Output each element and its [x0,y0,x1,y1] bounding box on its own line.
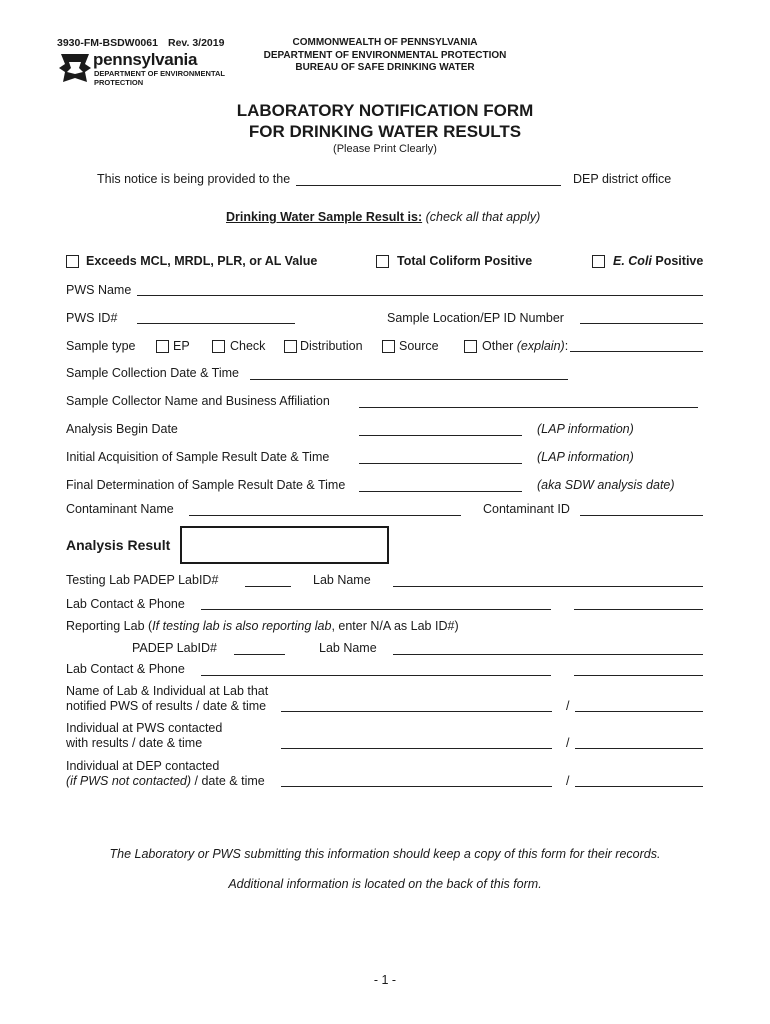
notified-field[interactable] [281,711,552,712]
sample-type-distribution-checkbox[interactable] [284,340,297,353]
notice-suffix: DEP district office [573,172,672,186]
dep-contacted-label-1: Individual at DEP contacted [66,759,220,773]
collector-label: Sample Collector Name and Business Affiliation [66,394,330,408]
logo-wordmark: pennsylvania [93,50,198,69]
ecoli-rest: Positive [651,254,704,268]
sample-type-ep-label: EP [173,339,190,353]
other-explain: (explain) [516,339,565,353]
pws-name-label: PWS Name [66,283,132,297]
collection-date-field[interactable] [250,379,568,380]
lab-contact-2-field[interactable] [201,675,551,676]
final-det-field[interactable] [359,491,522,492]
notified-label-1: Name of Lab & Individual at Lab that [66,684,269,698]
notified-datetime-field[interactable] [575,711,703,712]
lap-info-1: (LAP information) [537,422,634,436]
sample-type-other-label [482,339,568,353]
lab-name-1-label: Lab Name [313,573,371,587]
org-line2: DEPARTMENT OF ENVIRONMENTAL PROTECTION [263,50,507,61]
lab-phone-1-field[interactable] [574,609,703,610]
dep-contacted-slash: / [566,774,570,788]
contaminant-id-field[interactable] [580,515,703,516]
initial-acq-label: Initial Acquisition of Sample Result Date & Time [66,450,330,464]
sample-type-check-checkbox[interactable] [212,340,225,353]
padep-lab-id-label: PADEP LabID# [132,641,218,655]
pws-contacted-datetime-field[interactable] [575,748,703,749]
lab-name-2-field[interactable] [393,654,703,655]
logo-dept-line2: PROTECTION [94,78,144,87]
initial-acq-field[interactable] [359,463,522,464]
pws-contacted-label-2: with results / date & time [66,736,203,750]
testing-lab-id-field[interactable] [245,586,291,587]
sample-location-field[interactable] [580,323,703,324]
sample-type-other-checkbox[interactable] [464,340,477,353]
collector-field[interactable] [359,407,698,408]
form-subtitle: (Please Print Clearly) [333,143,437,155]
result-is-heading [226,210,540,224]
lab-name-2-label: Lab Name [319,641,377,655]
footer-note-2: Additional information is located on the back of this form. [228,877,542,891]
lab-contact-1-label: Lab Contact & Phone [66,597,185,611]
keystone-icon [57,50,93,86]
exceeds-checkbox[interactable] [66,255,79,268]
reporting-suffix: , enter N/A as Lab ID#) [331,619,459,633]
exceeds-label: Exceeds MCL, MRDL, PLR, or AL Value [86,254,318,268]
lab-contact-2-label: Lab Contact & Phone [66,662,185,676]
final-det-label: Final Determination of Sample Result Date & Time [66,478,346,492]
sample-type-label: Sample type [66,339,136,353]
ecoli-label [613,254,703,268]
page-number: - 1 - [373,973,397,987]
pws-contacted-field[interactable] [281,748,552,749]
pennsylvania-logo [57,50,227,90]
sample-type-check-label: Check [230,339,266,353]
result-is-hint: (check all that apply) [425,210,541,224]
result-is-label: Drinking Water Sample Result is: [226,210,423,224]
testing-lab-id-label: Testing Lab PADEP LabID# [66,573,219,587]
reporting-lab-label [66,619,459,633]
sample-location-label: Sample Location/EP ID Number [387,311,564,325]
other-prefix: Other [482,339,517,353]
lab-contact-1-field[interactable] [201,609,551,610]
dep-contacted-datetime-field[interactable] [575,786,703,787]
notified-slash: / [566,699,570,713]
ecoli-italic: E. Coli [613,254,652,268]
form-title-line1: LABORATORY NOTIFICATION FORM [236,101,534,120]
form-title-line2: FOR DRINKING WATER RESULTS [248,122,522,141]
pws-name-field[interactable] [137,295,703,296]
analysis-result-box[interactable] [180,526,389,564]
sdw-date-note: (aka SDW analysis date) [537,478,675,492]
sample-type-ep-checkbox[interactable] [156,340,169,353]
dep-contacted-italic: (if PWS not contacted) [66,774,192,788]
pws-contacted-label-1: Individual at PWS contacted [66,721,223,735]
org-line3: BUREAU OF SAFE DRINKING WATER [295,62,475,73]
form-revision: Rev. 3/2019 [168,37,225,49]
sample-type-source-checkbox[interactable] [382,340,395,353]
logo-dept-line1: DEPARTMENT OF ENVIRONMENTAL [94,69,225,78]
lab-phone-2-field[interactable] [574,675,703,676]
coliform-label: Total Coliform Positive [397,254,533,268]
reporting-prefix: Reporting Lab ( [66,619,153,633]
contaminant-name-field[interactable] [189,515,461,516]
dep-contacted-field[interactable] [281,786,552,787]
padep-lab-id-field[interactable] [234,654,285,655]
footer-note-1: The Laboratory or PWS submitting this information should keep a copy of this form for their records. [109,847,661,861]
coliform-checkbox[interactable] [376,255,389,268]
lab-name-1-field[interactable] [393,586,703,587]
dep-contacted-rest: / date & time [191,774,265,788]
other-suffix: : [564,339,569,353]
reporting-italic: If testing lab is also reporting lab [152,619,332,633]
sample-type-source-label: Source [399,339,439,353]
collection-date-label: Sample Collection Date & Time [66,366,239,380]
analysis-begin-label: Analysis Begin Date [66,422,178,436]
sample-type-other-field[interactable] [570,351,703,352]
district-office-field[interactable] [296,185,561,186]
notified-label-2: notified PWS of results / date & time [66,699,267,713]
pws-id-label: PWS ID# [66,311,118,325]
analysis-begin-field[interactable] [359,435,522,436]
notice-prefix: This notice is being provided to the [97,172,291,186]
ecoli-checkbox[interactable] [592,255,605,268]
pws-contacted-slash: / [566,736,570,750]
dep-contacted-label-2 [66,774,265,788]
analysis-result-label: Analysis Result [66,537,171,553]
contaminant-name-label: Contaminant Name [66,502,174,516]
sample-type-distribution-label: Distribution [300,339,363,353]
form-code: 3930-FM-BSDW0061 [57,37,158,49]
org-line1: COMMONWEALTH OF PENNSYLVANIA [292,37,478,48]
lap-info-2: (LAP information) [537,450,634,464]
pws-id-field[interactable] [137,323,295,324]
contaminant-id-label: Contaminant ID [483,502,570,516]
